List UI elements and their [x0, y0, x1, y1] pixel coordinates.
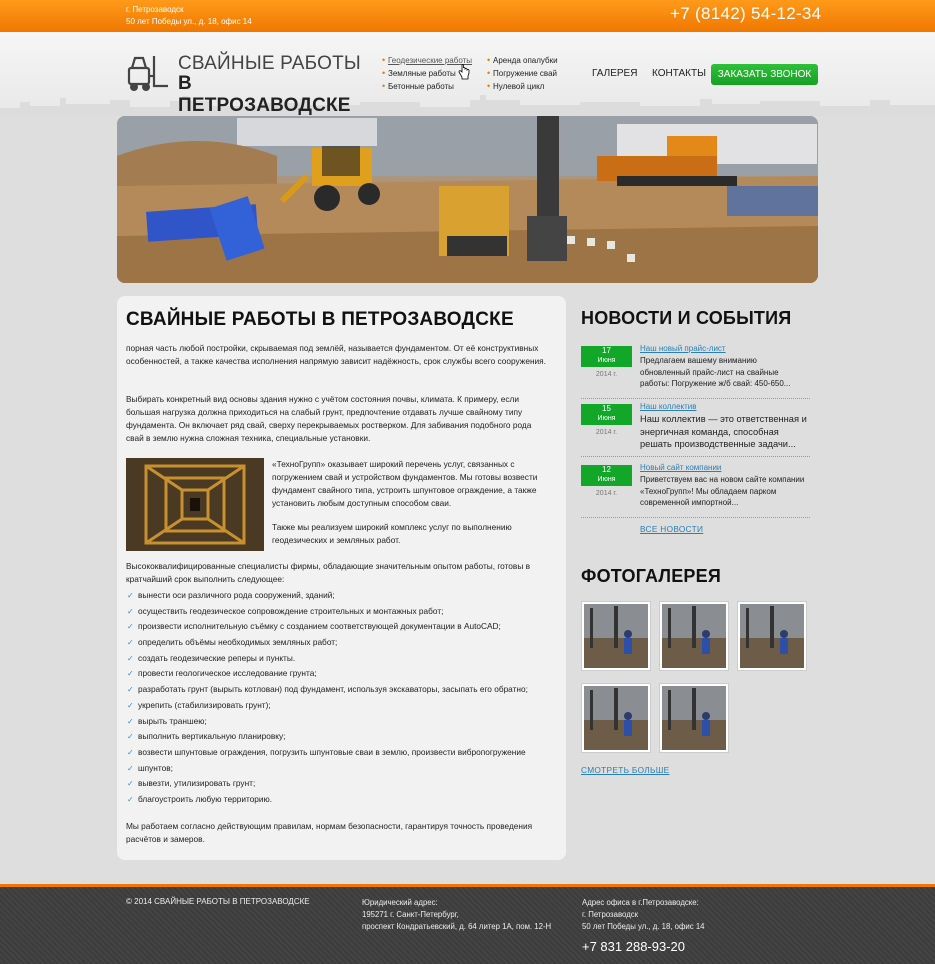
- closing-paragraph: Мы работаем согласно действующим правилам, нормам безопасности, гарантируя точность проведения расчётов и замеров.: [126, 821, 533, 844]
- news-title-link[interactable]: Наш новый прайс-лист: [640, 344, 726, 353]
- news-year: 2014 г.: [595, 490, 618, 497]
- news-item: [581, 341, 810, 399]
- construction-site-illustration: [117, 116, 818, 283]
- service-concrete[interactable]: • Бетонные работы: [382, 80, 472, 93]
- hero-banner: [117, 116, 818, 283]
- list-item: ✓ укрепить (стабилизировать грунт);: [126, 698, 558, 714]
- service-formwork-rental[interactable]: • Аренда опалубки: [487, 54, 558, 67]
- service-earthworks[interactable]: • Земляные работы: [382, 67, 472, 80]
- list-item: ✓ определить объёмы необходимых земляных работ;: [126, 635, 558, 651]
- paragraph-4: Также мы реализуем широкий комплекс услуг по выполнению геодезических и земляных работ.: [272, 522, 512, 545]
- list-item: ✓ произвести исполнительную съёмку с созданием соответствующей документации в AutoCAD;: [126, 619, 558, 635]
- list-item: ✓ выполнить вертикальную планировку;: [126, 729, 558, 745]
- nav-gallery[interactable]: ГАЛЕРЕЯ: [592, 68, 638, 79]
- list-item: ✓ шпунтов;: [126, 761, 558, 777]
- nav-contacts[interactable]: КОНТАКТЫ: [652, 68, 706, 79]
- top-phone[interactable]: +7 (8142) 54-12-34: [670, 4, 822, 23]
- all-news-link[interactable]: ВСЕ НОВОСТИ: [640, 524, 704, 534]
- news-item: [581, 399, 810, 457]
- footer-copyright: © 2014 СВАЙНЫЕ РАБОТЫ В ПЕТРОЗАВОДСКЕ: [126, 897, 310, 906]
- news-excerpt: Предлагаем вашему вниманию обновленный прайс-лист на свайные работы: Погружение ж/б свай: 450-650...: [640, 356, 791, 388]
- paragraph-3: «ТехноГрупп» оказывает широкий перечень услуг, связанных с погружением свай и устройством фундаментов. Мы готовы возвести фундамент свайного типа, устроить шпунтовое ограждение, а также установить любым доступным способом сваи.: [272, 459, 538, 508]
- list-item: ✓ благоустроить любую территорию.: [126, 792, 558, 808]
- footer-legal-address: Юридический адрес: 195271 г. Санкт-Петербург, проспект Кондратьевский, д. 64 литер 1А, пом. 12-Н: [362, 898, 552, 931]
- main-content: [117, 296, 566, 860]
- logo-line-1: СВАЙНЫЕ РАБОТЫ: [178, 53, 361, 74]
- hand-cursor-icon: [458, 64, 470, 80]
- order-call-button[interactable]: ЗАКАЗАТЬ ЗВОНОК: [711, 64, 818, 85]
- news-heading: НОВОСТИ И СОБЫТИЯ: [581, 308, 792, 328]
- worker-photo-icon: [584, 686, 648, 750]
- service-geodesy[interactable]: • Геодезические работы: [382, 54, 472, 67]
- worker-photo-icon: [662, 686, 726, 750]
- page-title: СВАЙНЫЕ РАБОТЫ В ПЕТРОЗАВОДСКЕ: [126, 309, 514, 330]
- top-address: [126, 4, 252, 28]
- footer-office-address: Адрес офиса в г.Петрозаводске: г. Петрозаводск 50 лет Победы ул., д. 18, офис 14: [582, 898, 705, 931]
- list-item: ✓ вынести оси различного рода сооружений, зданий;: [126, 588, 558, 604]
- worker-photo-icon: [584, 604, 648, 668]
- gallery-thumbnail[interactable]: [581, 601, 651, 671]
- list-item: ✓ создать геодезические реперы и пункты.: [126, 651, 558, 667]
- list-item: ✓ разработать грунт (вырыть котлован) под фундамент, используя экскаваторы, засыпать его обратно;: [126, 682, 558, 698]
- service-zero-cycle[interactable]: • Нулевой цикл: [487, 80, 558, 93]
- news-date-badge: 12 Июня: [581, 465, 632, 486]
- gallery-heading: ФОТОГАЛЕРЕЯ: [581, 566, 721, 586]
- paragraph-2: Выбирать конкретный вид основы здания нужно с учётом состояния почвы, климата. К примеру, если большая нагрузка должна приходиться на слабый грунт, предпочтение отдавать лучше свайному типу фундамента. Он включает ряд свай, сверху перекрываемых ростверком. Для забивания подобного рода свай в землю нужна сложная техника, специальные установки.: [126, 394, 532, 443]
- pile-shaft-photo: [126, 458, 264, 551]
- gallery-thumbnail[interactable]: [659, 601, 729, 671]
- list-item: ✓ вырыть траншею;: [126, 714, 558, 730]
- intro-paragraph: порная часть любой постройки, скрываемая под землёй, называется фундаментом. От её конструктивных особенностей, а также качества исполнения напрямую зависит надёжность, срок службы всего сооружения.: [126, 343, 546, 366]
- list-item: ✓ осуществить геодезическое сопровождение строительных и монтажных работ;: [126, 604, 558, 620]
- gallery-thumbnail[interactable]: [659, 683, 729, 753]
- worker-photo-icon: [662, 604, 726, 668]
- logo-line-2: В ПЕТРОЗАВОДСКЕ: [178, 73, 351, 116]
- paragraph-5: Высококвалифицированные специалисты фирмы, обладающие значительным опытом работы, готовы в кратчайший срок выполнить следующее:: [126, 561, 530, 584]
- news-date-badge: 17 Июня: [581, 346, 632, 367]
- list-item: ✓ провести геологическое исследование грунта;: [126, 666, 558, 682]
- services-checklist: [126, 588, 558, 808]
- news-date-badge: 15 Июня: [581, 404, 632, 425]
- news-year: 2014 г.: [595, 371, 618, 378]
- list-item: ✓ возвести шпунтовые ограждения, погрузить шпунтовые сваи в землю, произвести вибропогружение: [126, 745, 558, 761]
- worker-photo-icon: [740, 604, 804, 668]
- site-logo[interactable]: [126, 52, 366, 116]
- services-menu-2: [487, 54, 558, 93]
- list-item: ✓ вывезти, утилизировать грунт;: [126, 776, 558, 792]
- news-excerpt: Наш коллектив — это ответственная и энергичная команда, способная решать производственные задачи...: [640, 414, 807, 449]
- top-bar: [0, 0, 935, 32]
- more-photos-link[interactable]: СМОТРЕТЬ БОЛЬШЕ: [581, 765, 670, 775]
- gallery-thumbnail[interactable]: [737, 601, 807, 671]
- service-pile-driving[interactable]: • Погружение свай: [487, 67, 558, 80]
- footer: [0, 884, 935, 964]
- news-excerpt: Приветствуем вас на новом сайте компании «ТехноГрупп»! Мы обладаем парком современной импортной...: [640, 475, 805, 507]
- gallery-thumbnail[interactable]: [581, 683, 651, 753]
- forklift-icon: [126, 54, 172, 94]
- top-street: 50 лет Победы ул., д. 18, офис 14: [126, 17, 252, 26]
- news-item: [581, 460, 810, 518]
- footer-phone[interactable]: +7 831 288-93-20: [582, 939, 686, 954]
- news-title-link[interactable]: Наш коллектив: [640, 402, 697, 411]
- top-city: г. Петрозаводск: [126, 5, 184, 14]
- news-title-link[interactable]: Новый сайт компании: [640, 463, 722, 472]
- news-year: 2014 г.: [595, 429, 618, 436]
